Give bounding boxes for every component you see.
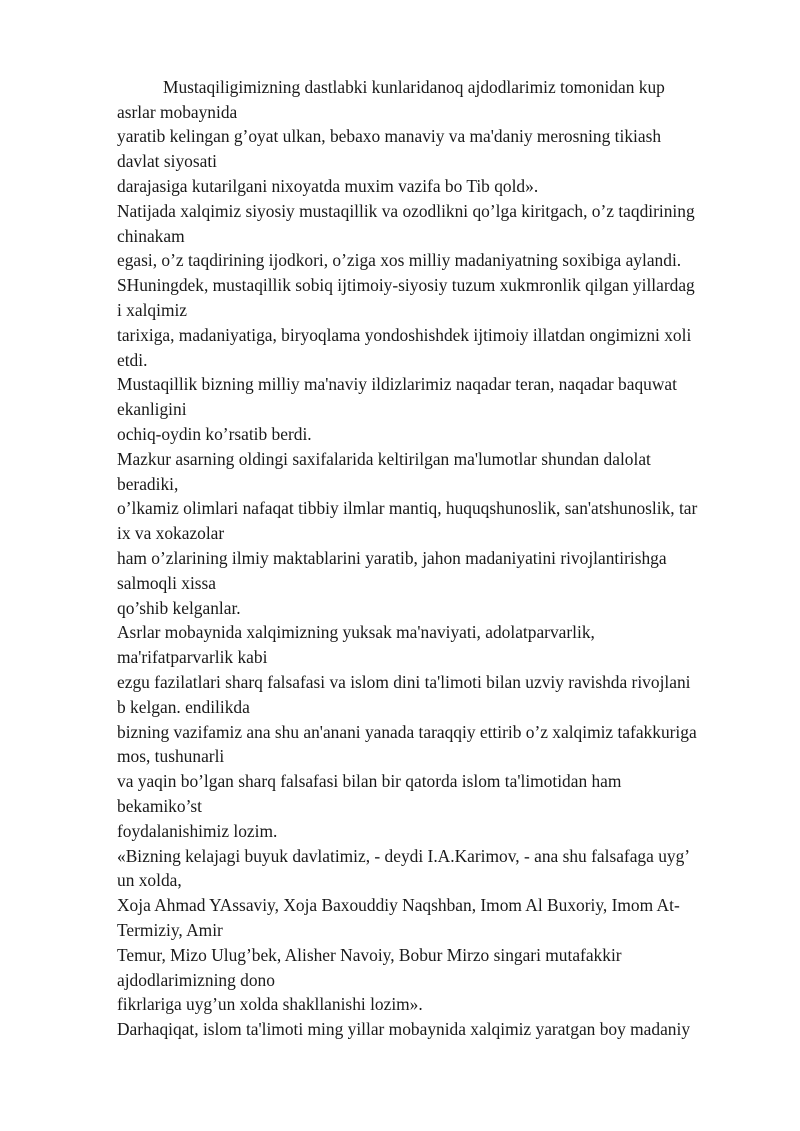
text-line: SHuningdek, mustaqillik sobiq ijtimoiy-siyosiy tuzum xukmronlik qilgan yillardag xyxy=(117,275,695,295)
text-line: o’lkamiz olimlari nafaqat tibbiy ilmlar mantiq, huquqshunoslik, san'atshunoslik, tar xyxy=(117,498,698,518)
text-line: bizning vazifamiz ana shu an'anani yanada taraqqiy ettirib o’z xalqimiz tafakkuriga xyxy=(117,722,697,742)
text-line: i xalqimiz xyxy=(117,300,188,320)
text-line: Darhaqiqat, islom ta'limoti ming yillar mobaynida xalqimiz yaratgan boy madaniy xyxy=(117,1019,691,1039)
text-line: b kelgan. endilikda xyxy=(117,697,250,717)
text-line: darajasiga kutarilgani nixoyatda muxim vazifa bo Tib qold». xyxy=(117,176,539,196)
text-line: ix va xokazolar xyxy=(117,523,225,543)
text-line: egasi, o’z taqdirining ijodkori, o’ziga xos milliy madaniyatning soxibiga aylandi. xyxy=(117,250,682,270)
text-line: ezgu fazilatlari sharq falsafasi va islom dini ta'limoti bilan uzviy ravishda rivojlani xyxy=(117,672,691,692)
text-line: Xoja Ahmad YAssaviy, Xoja Baxouddiy Naqshban, Imom Al Buxoriy, Imom At- xyxy=(117,895,680,915)
text-line: chinakam xyxy=(117,226,185,246)
text-line: Asrlar mobaynida xalqimizning yuksak ma'naviyati, adolatparvarlik, xyxy=(117,622,595,642)
text-line: ma'rifatparvarlik kabi xyxy=(117,647,268,667)
text-line: foydalanishimiz lozim. xyxy=(117,821,278,841)
text-line: Temur, Mizo Ulug’bek, Alisher Navoiy, Bobur Mirzo singari mutafakkir xyxy=(117,945,622,965)
text-line: salmoqli xissa xyxy=(117,573,217,593)
text-line: mos, tushunarli xyxy=(117,746,225,766)
text-line: un xolda, xyxy=(117,870,182,890)
text-line: fikrlariga uyg’un xolda shakllanishi lozim». xyxy=(117,994,423,1014)
text-line: Mazkur asarning oldingi saxifalarida keltirilgan ma'lumotlar shundan dalolat xyxy=(117,449,651,469)
text-line: Mustaqiligimizning dastlabki kunlaridanoq ajdodlarimiz tomonidan kup xyxy=(163,77,665,97)
text-line: ajdodlarimizning dono xyxy=(117,970,275,990)
text-line: Termiziy, Amir xyxy=(117,920,223,940)
text-line: ham o’zlarining ilmiy maktablarini yaratib, jahon madaniyatini rivojlantirishga xyxy=(117,548,667,568)
text-line: Natijada xalqimiz siyosiy mustaqillik va ozodlikni qo’lga kiritgach, o’z taqdirining xyxy=(117,201,695,221)
text-line: va yaqin bo’lgan sharq falsafasi bilan bir qatorda islom ta'limotidan ham xyxy=(117,771,622,791)
text-line: tarixiga, madaniyatiga, biryoqlama yondoshishdek ijtimoiy illatdan ongimizni xoli xyxy=(117,325,692,345)
text-line: etdi. xyxy=(117,350,148,370)
text-line: beradiki, xyxy=(117,474,179,494)
text-line: davlat siyosati xyxy=(117,151,217,171)
text-line: bekamiko’st xyxy=(117,796,203,816)
text-line: Mustaqillik bizning milliy ma'naviy ildizlarimiz naqadar teran, naqadar baquwat xyxy=(117,374,677,394)
text-line: qo’shib kelganlar. xyxy=(117,598,241,618)
text-line: ekanligini xyxy=(117,399,187,419)
text-line: yaratib kelingan g’oyat ulkan, bebaxo manaviy va ma'daniy merosning tikiash xyxy=(117,126,662,146)
text-line: asrlar mobaynida xyxy=(117,102,238,122)
text-line: «Bizning kelajagi buyuk davlatimiz, - deydi I.A.Karimov, - ana shu falsafaga uyg’ xyxy=(117,846,691,866)
text-line: ochiq-oydin ko’rsatib berdi. xyxy=(117,424,312,444)
